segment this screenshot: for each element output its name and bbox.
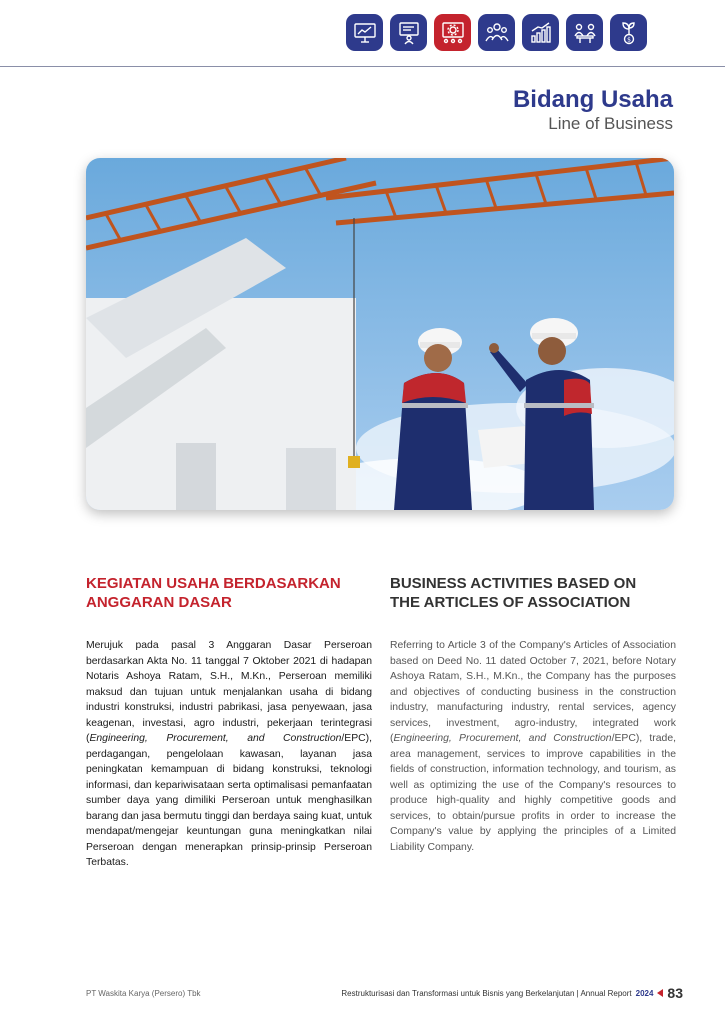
paragraph-indonesian: Merujuk pada pasal 3 Anggaran Dasar Perseroan berdasarkan Akta No. 11 tanggal 7 Oktober 2021 di hadapan Notaris Ashoya Ratam, S.H., M.Kn., Perseroan memiliki maksud dan tujuan untuk menjalankan usaha di bidang industri konstruksi, industri pabrikasi, jasa penyewaan, jasa keagenan, investasi, agro industri, pekerjaan terintegrasi (Engineering, Procurement, and Construction/EPC), perdagangan, pengelolaan kawasan, layanan jasa peningkatan kemampuan di bidang konstruksi, teknologi informasi, dan kepariwisataan serta optimalisasi pemanfaatan sumber daya yang dimiliki Perseroan untuk menghasilkan barang dan jasa bermutu tinggi dan berdaya saing kuat, untuk mendapat/mengejar keuntungan guna meningkatkan nilai Perseroan dengan menerapkan prinsip-prinsip Perseroan Terbatas. xyxy=(86,640,372,868)
meeting-icon[interactable] xyxy=(566,14,603,51)
section-title xyxy=(513,86,673,134)
triangle-marker-icon xyxy=(657,989,663,997)
footer-company: PT Waskita Karya (Persero) Tbk xyxy=(86,989,201,998)
footer-year: 2024 xyxy=(635,988,654,998)
presenter-board-icon[interactable] xyxy=(390,14,427,51)
team-icon[interactable] xyxy=(478,14,515,51)
growth-chart-icon[interactable] xyxy=(522,14,559,51)
gear-network-icon[interactable] xyxy=(434,14,471,51)
svg-text:$: $ xyxy=(626,36,631,43)
presentation-chart-icon[interactable] xyxy=(346,14,383,51)
section-nav xyxy=(346,14,647,51)
header-rule xyxy=(0,66,725,67)
footer-report xyxy=(341,985,683,1001)
paragraph-english: Referring to Article 3 of the Company's Articles of Association based on Deed No. 11 dated October 7, 2021, before Notary Ashoya Ratam, S.H., M.Kn., the Company has the purposes and objectives of conducting business in the construction industry, manufacturing industry, rental services, agency services, investment, agro-industry, integrated work (Engineering, Procurement, and Construction/EPC), trade, area management, services to improve capabilities in the fields of construction, information technology, and tourism, as well as optimizing the use of the Company's resources to produce high-quality and highly competitive goods and services, to obtain/pursue profits in order to increase the Company's value by applying the principles of a Limited Liability Company. xyxy=(390,640,676,853)
english-column xyxy=(390,574,676,855)
footer-tagline: Restrukturisasi dan Transformasi untuk Bisnis yang Berkelanjutan | Annual Report xyxy=(341,988,632,998)
title-english: Line of Business xyxy=(548,114,673,133)
money-plant-icon[interactable] xyxy=(610,14,647,51)
title-indonesian: Bidang Usaha xyxy=(512,86,673,113)
page-number: 83 xyxy=(667,985,683,1001)
heading-indonesian: KEGIATAN USAHA BERDASARKAN ANGGARAN DASAR xyxy=(86,575,341,611)
hero-photo xyxy=(86,158,674,510)
indonesian-column xyxy=(86,574,372,871)
heading-english: BUSINESS ACTIVITIES BASED ON THE ARTICLES OF ASSOCIATION xyxy=(390,575,637,611)
